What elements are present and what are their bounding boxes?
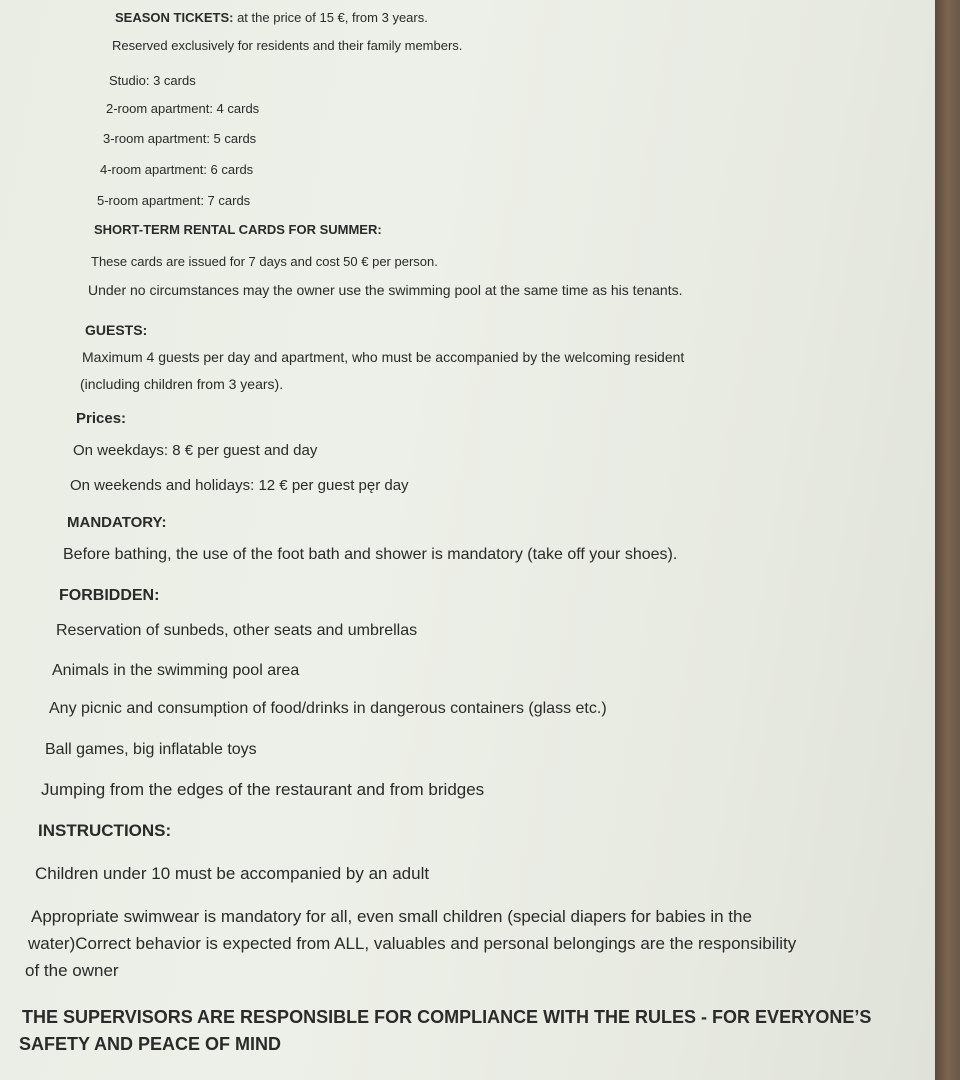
season-room4: 4-room apartment: 6 cards bbox=[100, 162, 254, 177]
guests-maximum-line2: (including children from 3 years). bbox=[80, 376, 284, 392]
season-intro-line bbox=[115, 10, 428, 26]
season-intro: at the price of 15 €, from 3 years. bbox=[233, 10, 428, 25]
table-edge bbox=[935, 0, 960, 1080]
guests-heading: GUESTS: bbox=[85, 322, 148, 338]
footer-line2: SAFETY AND PEACE OF MIND bbox=[19, 1034, 282, 1054]
short-term-owner: Under no circumstances may the owner use the swimming pool at the same time as his tenants. bbox=[88, 282, 683, 298]
mandatory-text: Before bathing, the use of the foot bath and shower is mandatory (take off your shoes). bbox=[63, 546, 678, 563]
forbidden-item: Reservation of sunbeds, other seats and umbrellas bbox=[56, 622, 418, 639]
prices-weekdays: On weekdays: 8 € per guest and day bbox=[73, 442, 318, 459]
forbidden-item: Any picnic and consumption of food/drinks in dangerous containers (glass etc.) bbox=[49, 700, 607, 717]
mandatory-heading: MANDATORY: bbox=[67, 514, 167, 531]
footer-line1: THE SUPERVISORS ARE RESPONSIBLE FOR COMPLIANCE WITH THE RULES - FOR EVERYONE’S bbox=[22, 1007, 872, 1027]
season-room2: 2-room apartment: 4 cards bbox=[106, 101, 260, 116]
instructions-swimwear-line2: water)Correct behavior is expected from ALL, valuables and personal belongings are the responsibility bbox=[28, 934, 797, 953]
instructions-swimwear-line1: Appropriate swimwear is mandatory for all, even small children (special diapers for babies in the bbox=[31, 907, 752, 926]
guests-maximum-line1: Maximum 4 guests per day and apartment, who must be accompanied by the welcoming resident bbox=[82, 349, 685, 365]
short-term-issued: These cards are issued for 7 days and cost 50 € per person. bbox=[91, 254, 438, 269]
season-studio: Studio: 3 cards bbox=[109, 73, 196, 88]
instructions-swimwear-line3: of the owner bbox=[25, 961, 119, 980]
season-room3: 3-room apartment: 5 cards bbox=[103, 131, 257, 146]
forbidden-item: Animals in the swimming pool area bbox=[52, 662, 300, 679]
forbidden-item: Ball games, big inflatable toys bbox=[45, 741, 257, 758]
prices-heading: Prices: bbox=[76, 410, 127, 427]
forbidden-heading: FORBIDDEN: bbox=[59, 587, 160, 604]
season-room5: 5-room apartment: 7 cards bbox=[97, 193, 251, 208]
forbidden-item: Jumping from the edges of the restaurant and from bridges bbox=[41, 780, 485, 799]
season-reserved: Reserved exclusively for residents and their family members. bbox=[112, 38, 463, 53]
instructions-heading: INSTRUCTIONS: bbox=[38, 821, 172, 840]
prices-weekends: On weekends and holidays: 12 € per guest pęr day bbox=[70, 477, 409, 494]
instructions-children: Children under 10 must be accompanied by an adult bbox=[35, 864, 430, 883]
season-heading: SEASON TICKETS: bbox=[115, 10, 234, 25]
short-term-heading: SHORT-TERM RENTAL CARDS FOR SUMMER: bbox=[94, 222, 382, 237]
